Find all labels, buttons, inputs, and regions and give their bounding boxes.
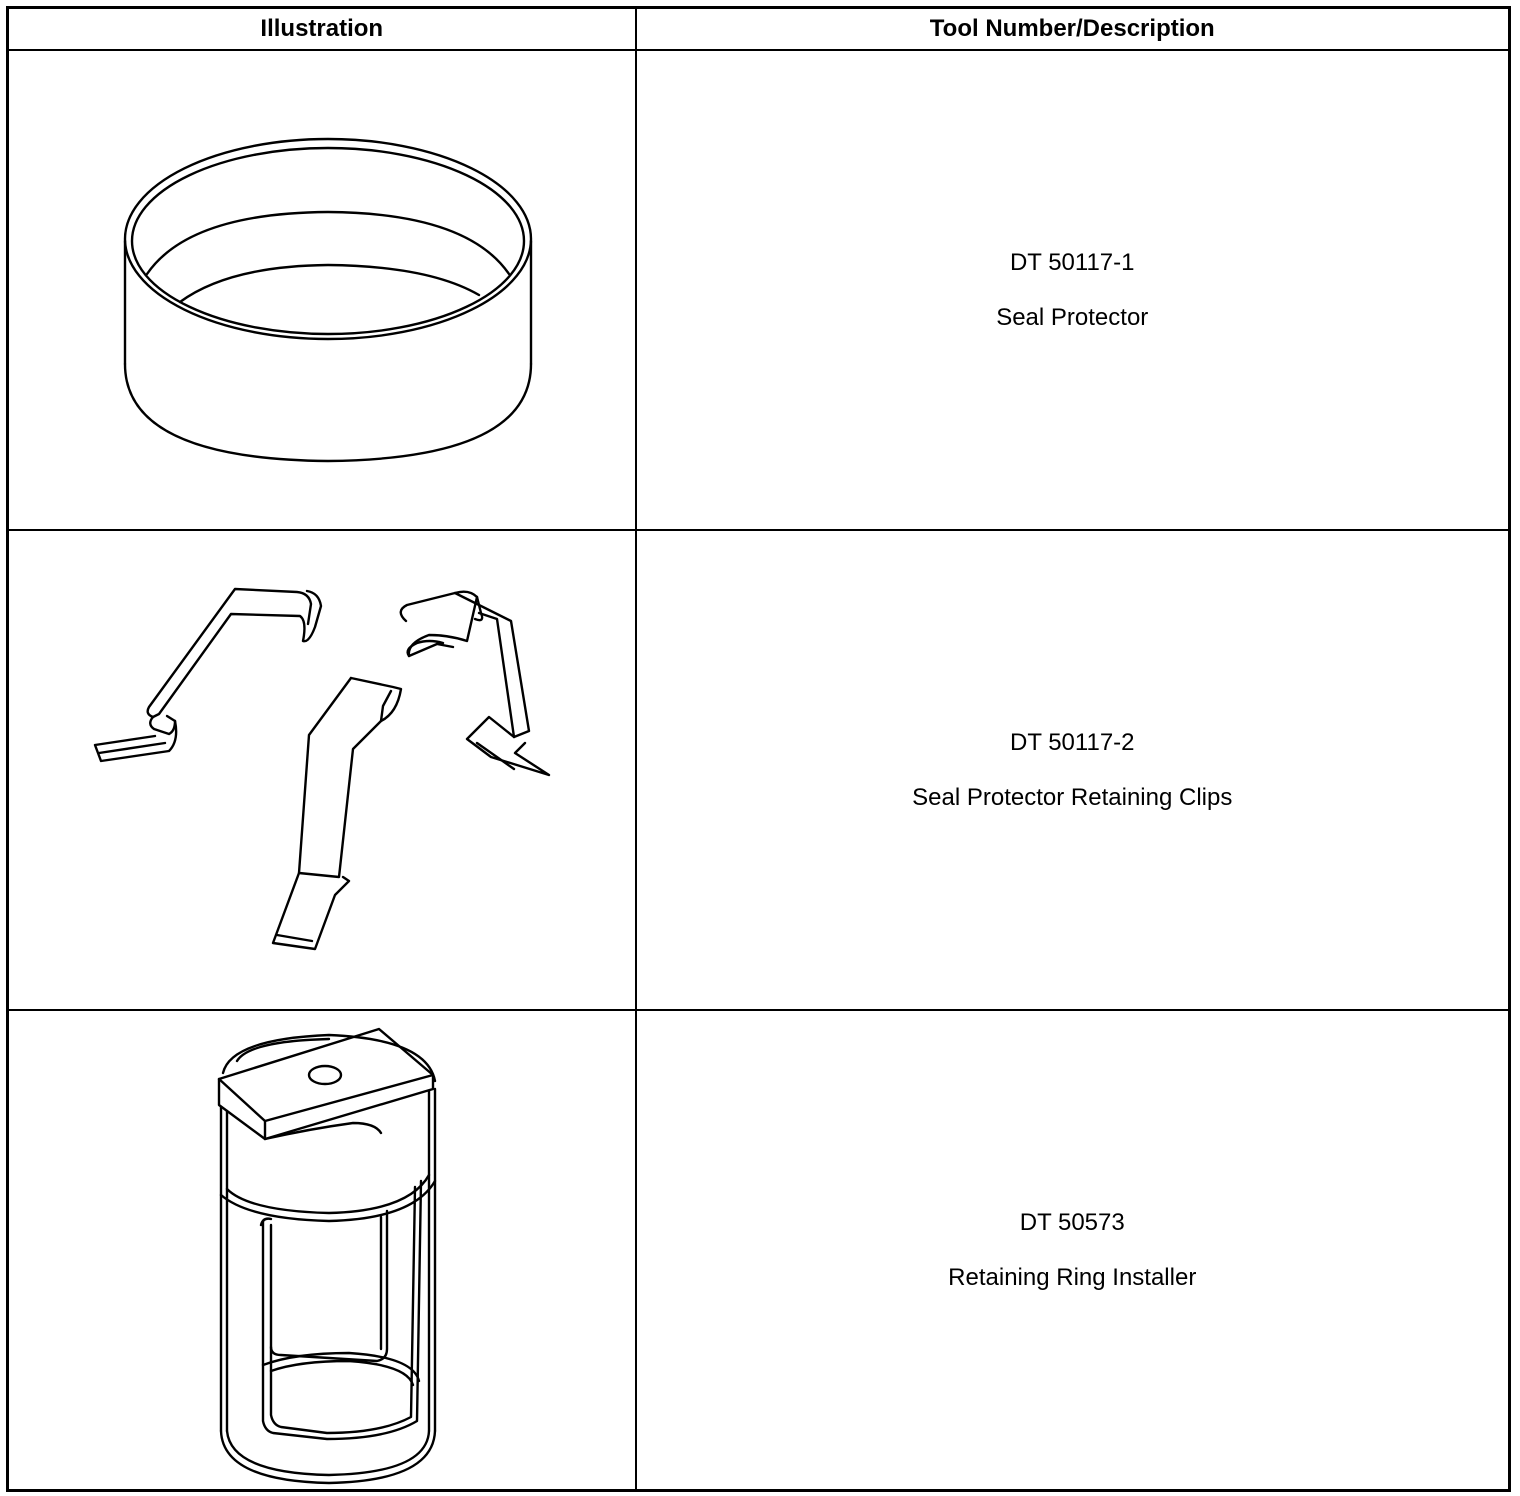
tool-number: DT 50117-2	[1009, 728, 1135, 756]
retaining-clips-drawing	[9, 531, 637, 1009]
description-cell	[636, 530, 1510, 1010]
illustration-cell	[8, 50, 636, 530]
illustration-cell	[8, 530, 636, 1010]
description-cell	[636, 1010, 1510, 1491]
illustration-cell	[8, 1010, 636, 1491]
tool-description: Retaining Ring Installer	[948, 1263, 1197, 1291]
tool-number: DT 50117-1	[1009, 248, 1135, 276]
tool-description: Seal Protector Retaining Clips	[912, 783, 1233, 811]
table-header-row	[8, 8, 1510, 51]
tool-column-header: Tool Number/Description	[636, 8, 1510, 51]
seal-protector-ring-drawing	[9, 51, 637, 529]
right-clip-icon	[401, 592, 549, 775]
left-clip-icon	[95, 589, 321, 761]
description-cell	[636, 50, 1510, 530]
tool-description: Seal Protector	[996, 303, 1149, 331]
table-row	[8, 50, 1510, 530]
special-tools-table	[6, 6, 1511, 1492]
tool-number: DT 50573	[1019, 1208, 1125, 1236]
middle-clip-icon	[273, 678, 401, 949]
illustration-column-header: Illustration	[8, 8, 636, 51]
table-row	[8, 530, 1510, 1010]
table-row	[8, 1010, 1510, 1491]
retaining-ring-installer-drawing	[9, 1011, 637, 1489]
